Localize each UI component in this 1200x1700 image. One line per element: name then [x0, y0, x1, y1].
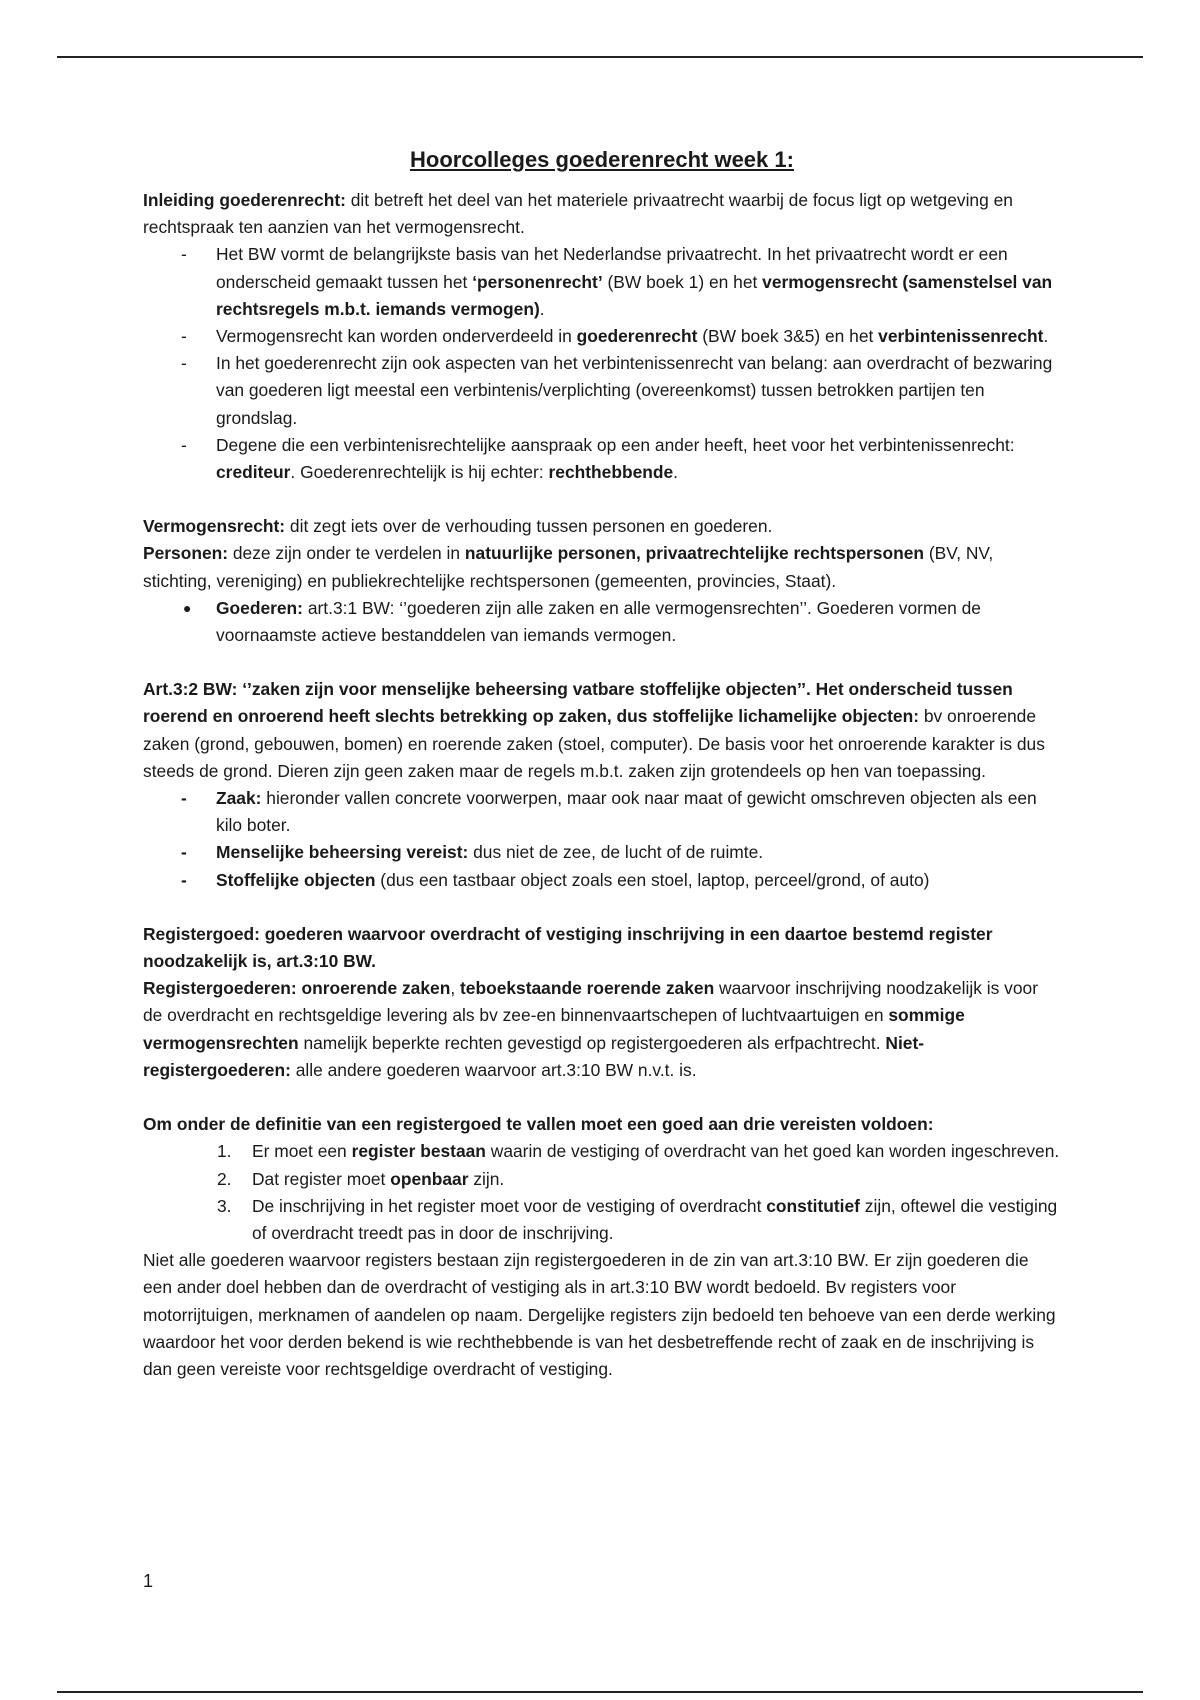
- list-item: - Het BW vormt de belangrijkste basis van het Nederlandse privaatrecht. In het privaatrecht wordt er een onderscheid gemaakt tussen het ‘personenrecht’ (BW boek 1) en het vermogensrecht (samenstelsel van rechtsregels m.b.t. iemands vermogen).: [143, 241, 1061, 323]
- footer-rule: [57, 1691, 1143, 1693]
- list-item: - Stoffelijke objecten (dus een tastbaar object zoals een stoel, laptop, perceel/grond, of auto): [143, 867, 1061, 894]
- dash-marker: -: [181, 353, 187, 374]
- list-item: - Degene die een verbintenisrechtelijke aanspraak op een ander heeft, heet voor het verbintenissenrecht: crediteur. Goederenrechtelijk is hij echter: rechthebbende.: [143, 432, 1061, 486]
- number-marker: 3.: [217, 1195, 232, 1216]
- dash-marker: -: [181, 869, 187, 890]
- number-marker: 2.: [217, 1168, 232, 1189]
- list-item: - Vermogensrecht kan worden onderverdeeld in goederenrecht (BW boek 3&5) en het verbintenissenrecht.: [143, 323, 1061, 350]
- list-item: - Menselijke beheersing vereist: dus niet de zee, de lucht of de ruimte.: [143, 839, 1061, 866]
- personen-paragraph: Personen: deze zijn onder te verdelen in natuurlijke personen, privaatrechtelijke rechtspersonen (BV, NV, stichting, vereniging) en publiekrechtelijke rechtspersonen (gemeenten, provincies, Staat).: [143, 543, 994, 591]
- number-marker: 1.: [217, 1141, 232, 1162]
- zaken-paragraph: Art.3:2 BW: ‘’zaken zijn voor menselijke beheersing vatbare stoffelijke objecten’’. Het onderscheid tussen roerend en onroerend heeft slechts betrekking op zaken, dus stoffelijke lichamelijke objecten: bv onroerende zaken (grond, gebouwen, bomen) en roerende zaken (stoel, computer). De basis voor het onroerende karakter is dus steeds de grond. Dieren zijn geen zaken maar de regels m.b.t. zaken zijn grotendeels op hen van toepassing.: [143, 679, 1045, 781]
- registergoed-paragraph: Registergoed: goederen waarvoor overdracht of vestiging inschrijving in een daartoe bestemd register noodzakelijk is, art.3:10 BW.: [143, 923, 993, 972]
- vereisten-list: [143, 1138, 1061, 1247]
- document-page: [143, 145, 1061, 1383]
- intro-list: [143, 241, 1061, 486]
- goederen-list: [143, 595, 1061, 649]
- closing-paragraph: Niet alle goederen waarvoor registers bestaan zijn registergoederen in de zin van art.3:10 BW. Er zijn goederen die een ander doel hebben dan de overdracht of vestiging als in art.3:10 BW wordt bedoeld. Bv registers voor motorrijtuigen, merknamen of aandelen op naam. Dergelijke registers zijn bedoeld ten behoeve van een derde werking waardoor het voor derden bekend is wie rechthebbende is van het desbetreffende recht of zaak en de inschrijving is dan geen vereiste voor rechtsgeldige overdracht of vestiging.: [143, 1250, 1056, 1379]
- zaken-list: [143, 785, 1061, 894]
- list-item: - In het goederenrecht zijn ook aspecten van het verbintenissenrecht van belang: aan overdracht of bezwaring van goederen ligt meestal een verbintenis/verplichting (overeenkomst) tussen betrokken partijen ten grondslag.: [143, 350, 1061, 432]
- dash-marker: -: [181, 326, 187, 347]
- dash-marker: -: [181, 434, 187, 455]
- intro-paragraph: Inleiding goederenrecht: dit betreft het deel van het materiele privaatrecht waarbij de focus ligt op wetgeving en rechtspraak ten aanzien van het vermogensrecht.: [143, 190, 1013, 238]
- list-item: 1. Er moet een register bestaan waarin de vestiging of overdracht van het goed kan worden ingeschreven.: [143, 1138, 1061, 1165]
- vereisten-heading: Om onder de definitie van een registergoed te vallen moet een goed aan drie vereisten voldoen:: [143, 1114, 934, 1135]
- bullet-marker: ●: [183, 599, 192, 616]
- dash-marker: -: [181, 842, 187, 863]
- registergoederen-paragraph: Registergoederen: onroerende zaken, teboekstaande roerende zaken waarvoor inschrijving noodzakelijk is voor de overdracht en rechtsgeldige levering als bv zee-en binnenvaartschepen of luchtvaartuigen en sommige vermogensrechten namelijk beperkte rechten gevestigd op registergoederen als erfpachtrecht. Niet-registergoederen: alle andere goederen waarvoor art.3:10 BW n.v.t. is.: [143, 978, 1039, 1080]
- page-number: 1: [143, 1571, 154, 1591]
- list-item: 2. Dat register moet openbaar zijn.: [143, 1166, 1061, 1193]
- intro-heading: Inleiding goederenrecht:: [143, 190, 346, 210]
- dash-marker: -: [181, 788, 187, 809]
- dash-marker: -: [181, 244, 187, 265]
- list-item: 3. De inschrijving in het register moet voor de vestiging of overdracht constitutief zijn, oftewel die vestiging of overdracht treedt pas in door de inschrijving.: [143, 1193, 1061, 1247]
- list-item: - Zaak: hieronder vallen concrete voorwerpen, maar ook naar maat of gewicht omschreven objecten als een kilo boter.: [143, 785, 1061, 839]
- document-title: Hoorcolleges goederenrecht week 1:: [410, 147, 794, 172]
- list-item: ● Goederen: art.3:1 BW: ‘’goederen zijn alle zaken en alle vermogensrechten’’. Goederen vormen de voornaamste actieve bestanddelen van iemands vermogen.: [143, 595, 1061, 649]
- header-rule: [57, 56, 1143, 58]
- vermogensrecht-paragraph: Vermogensrecht: dit zegt iets over de verhouding tussen personen en goederen.: [143, 516, 773, 537]
